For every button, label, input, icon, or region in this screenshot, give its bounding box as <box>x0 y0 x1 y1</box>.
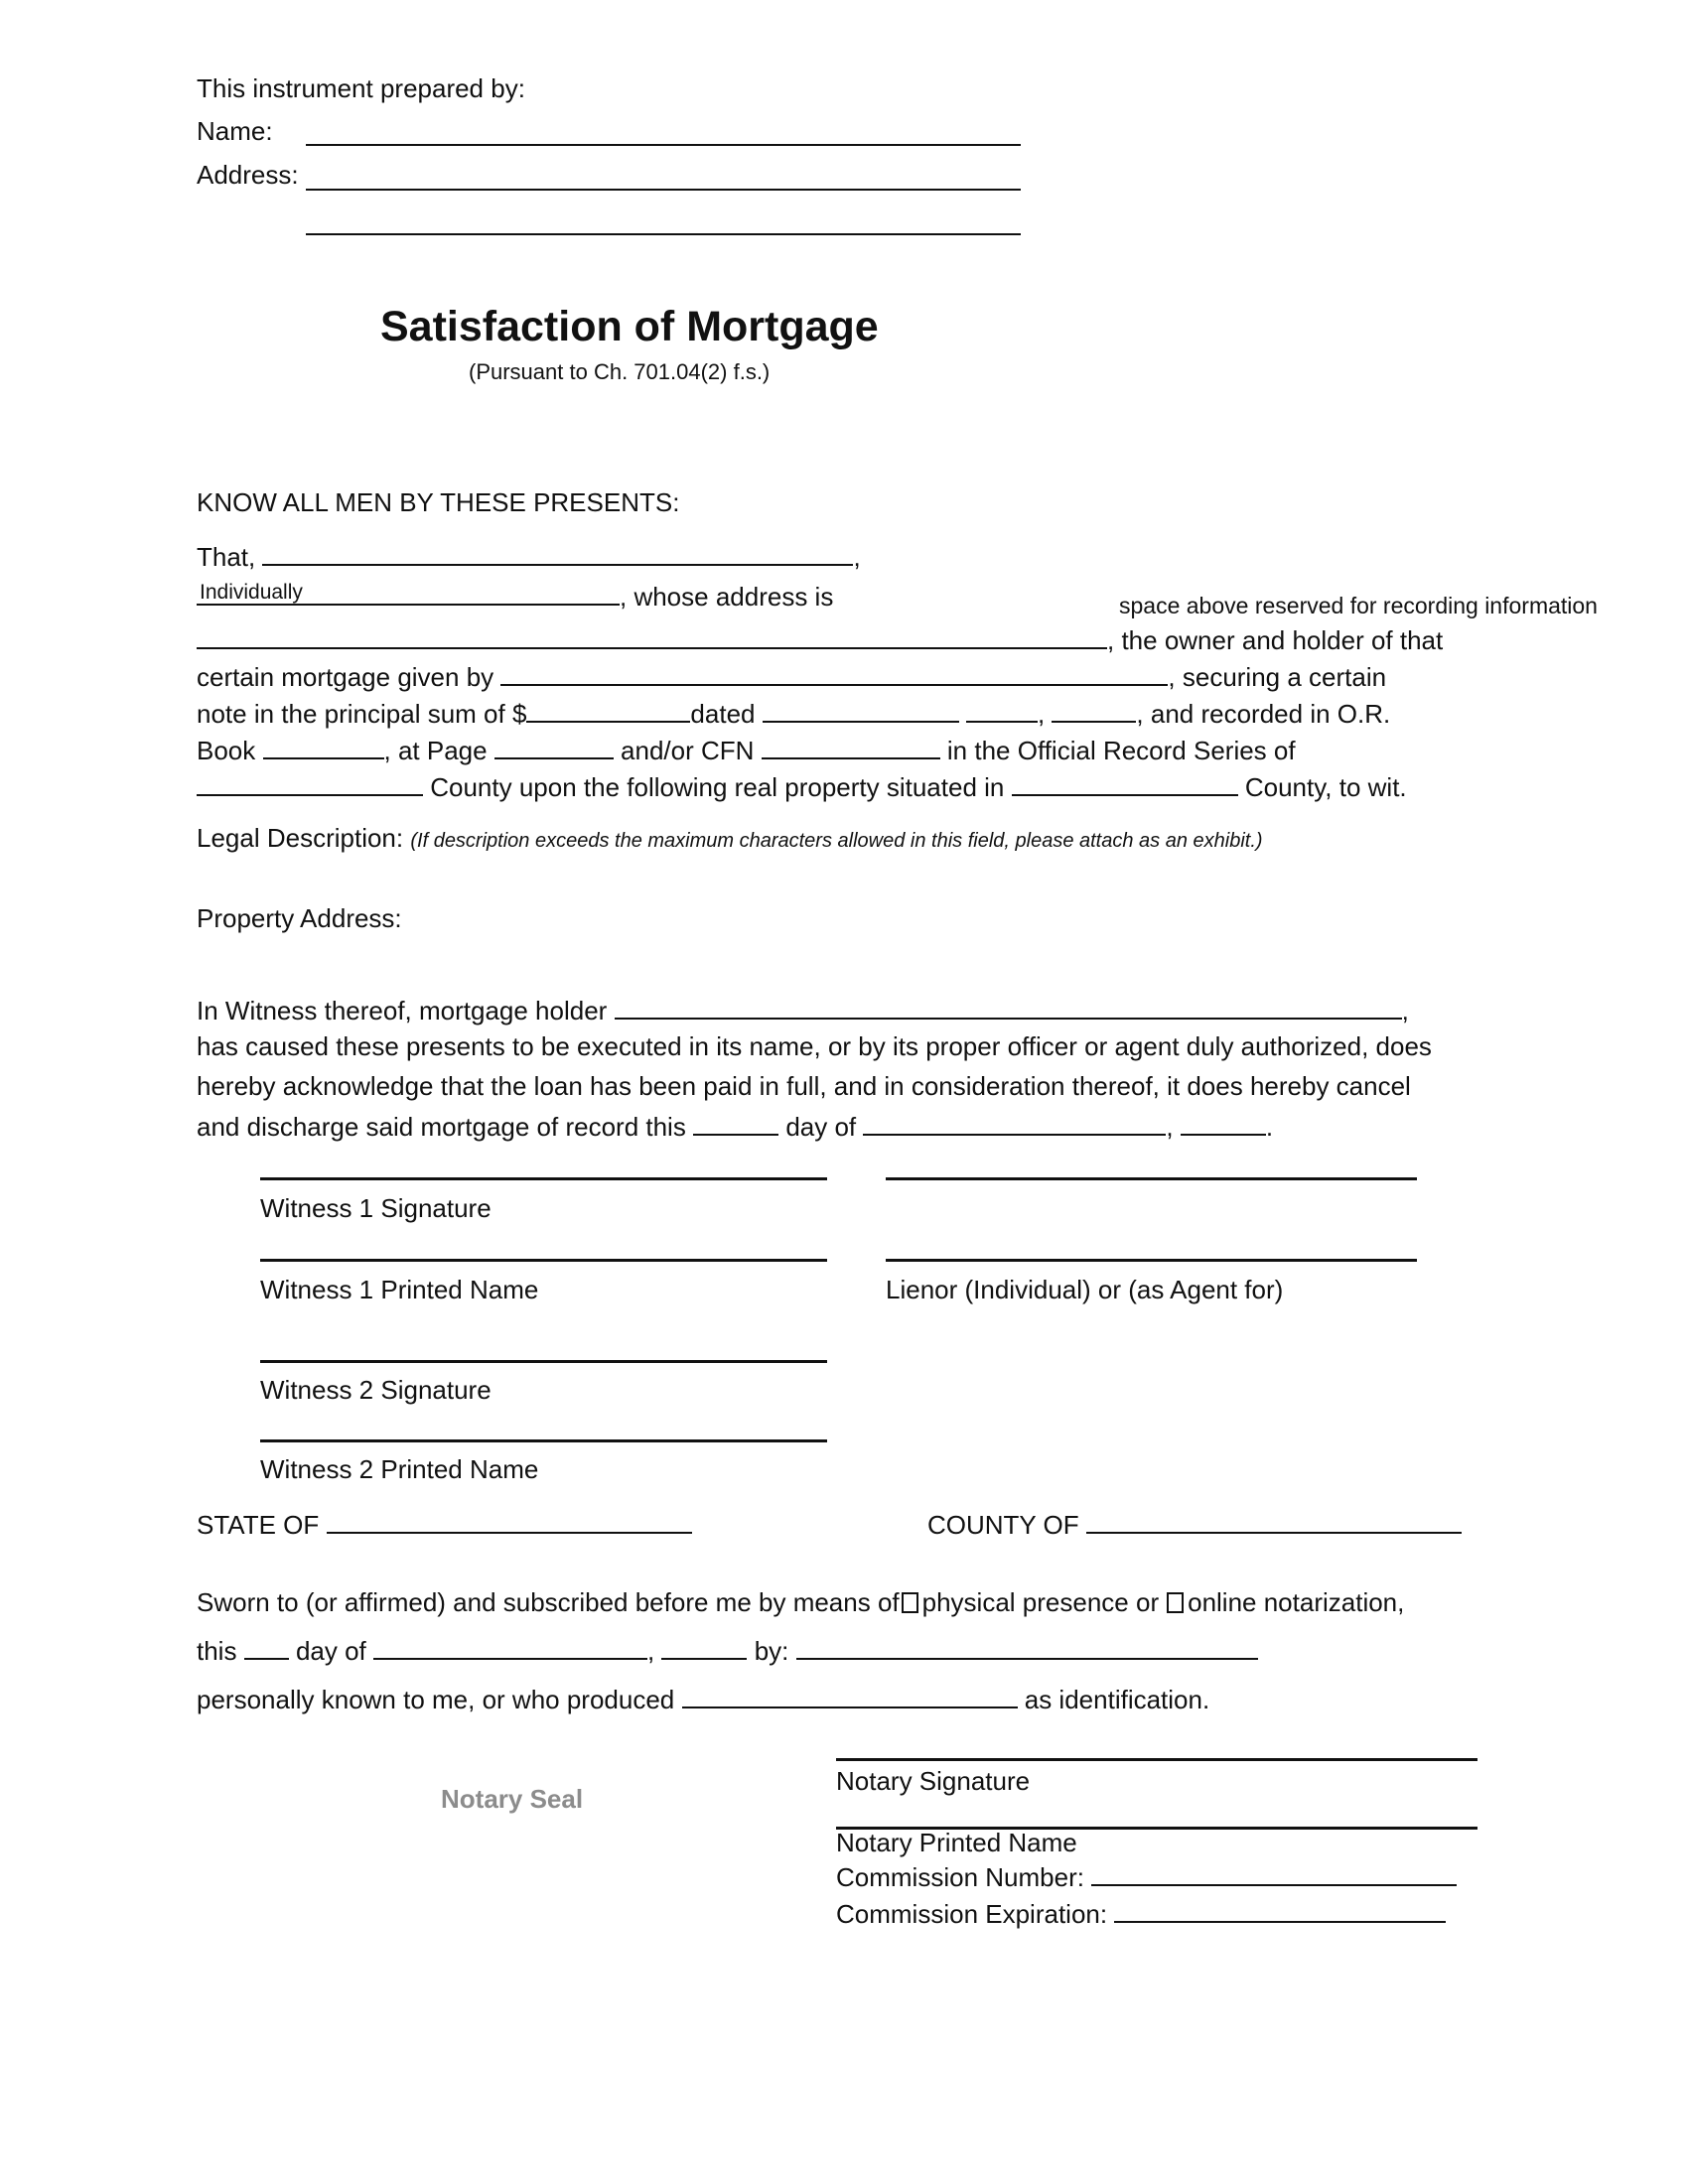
notary-printed-label: Notary Printed Name <box>836 1828 1077 1857</box>
mortgage-holder-field[interactable] <box>615 996 1402 1020</box>
legal-description-note: (If description exceeds the maximum characters allowed in this field, please attach as an exhibit.) <box>410 830 1263 852</box>
page-field[interactable] <box>494 736 614 759</box>
notary-month-field[interactable] <box>373 1636 647 1660</box>
book-label: Book <box>197 736 256 765</box>
identification-field[interactable] <box>682 1685 1018 1708</box>
book-field[interactable] <box>263 736 384 759</box>
witness1-signature-line[interactable] <box>260 1177 827 1180</box>
whose-address-text: , whose address is <box>620 582 834 612</box>
document-subtitle: (Pursuant to Ch. 701.04(2) f.s.) <box>469 359 771 384</box>
page-label: , at Page <box>383 736 488 765</box>
witness2-signature-line[interactable] <box>260 1360 827 1363</box>
discharge-month-field[interactable] <box>863 1112 1166 1136</box>
legal-description-label: Legal Description: <box>197 823 404 853</box>
sworn-text: Sworn to (or affirmed) and subscribed before me by means of <box>197 1587 900 1617</box>
mortgage-holder-text: In Witness thereof, mortgage holder <box>197 996 608 1025</box>
county-field[interactable] <box>1086 1510 1462 1534</box>
cfn-field[interactable] <box>762 736 940 759</box>
document-title: Satisfaction of Mortgage <box>380 303 879 350</box>
book-page-line <box>197 736 1296 763</box>
mortgagor-field[interactable] <box>500 662 1168 686</box>
dated-text: dated <box>690 699 756 729</box>
address-line <box>197 625 1443 653</box>
to-wit-text: County, to wit. <box>1244 772 1407 802</box>
lienor-address-field[interactable] <box>197 625 1107 649</box>
cfn-label: and/or CFN <box>621 736 755 765</box>
day-of-text: day of <box>785 1112 857 1142</box>
witness-clause-line-3: hereby acknowledge that the loan has been paid in full, and in consideration thereof, it does hereby cancel <box>197 1071 1411 1101</box>
witness-clause-line-1: In Witness thereof, mortgage holder , <box>197 996 1409 1025</box>
sworn-line <box>197 1589 1404 1615</box>
preparer-address-field-2[interactable] <box>306 233 1021 235</box>
legal-description-line <box>197 825 1263 851</box>
preparer-name-label: Name: <box>197 116 273 146</box>
state-of-label: STATE OF <box>197 1510 320 1540</box>
mortgage-given-text: certain mortgage given by <box>197 662 494 692</box>
this-text: this <box>197 1636 237 1666</box>
lienor-signature-line[interactable] <box>886 1177 1417 1180</box>
that-label: That, <box>197 542 256 572</box>
witness-clause-line-4: and discharge said mortgage of record this day of , . <box>197 1112 1274 1142</box>
commission-expiration-label: Commission Expiration: <box>836 1899 1108 1929</box>
commission-number-field[interactable] <box>1091 1862 1457 1886</box>
mortgage-given-line <box>197 662 1386 690</box>
discharge-year-field[interactable] <box>1181 1112 1266 1136</box>
county-of-line <box>927 1510 1462 1538</box>
capacity-line <box>197 580 833 610</box>
capacity-field[interactable] <box>197 580 620 606</box>
principal-text: note in the principal sum of $ <box>197 699 527 729</box>
state-of-line <box>197 1510 692 1538</box>
dated-day-field[interactable] <box>966 699 1038 723</box>
capacity-value: Individually <box>200 581 303 604</box>
notary-date-line: this day of , by: <box>197 1636 1258 1664</box>
preparer-address-label: Address: <box>197 160 299 190</box>
commission-number-label: Commission Number: <box>836 1862 1084 1892</box>
dated-month-day-field[interactable] <box>763 699 959 723</box>
county-line <box>197 772 1407 800</box>
witness1-printed-label: Witness 1 Printed Name <box>260 1275 539 1304</box>
owner-holder-text: , the owner and holder of that <box>1107 625 1444 655</box>
lienor-name-field[interactable] <box>262 542 853 566</box>
lienor-label: Lienor (Individual) or (as Agent for) <box>886 1275 1284 1304</box>
discharge-text: and discharge said mortgage of record this <box>197 1112 686 1142</box>
principal-amount-field[interactable] <box>526 699 690 723</box>
witness1-printed-line[interactable] <box>260 1259 827 1262</box>
prepared-by-heading: This instrument prepared by: <box>197 73 525 103</box>
notary-signature-label: Notary Signature <box>836 1766 1031 1796</box>
know-all-heading: KNOW ALL MEN BY THESE PRESENTS: <box>197 487 680 517</box>
witness2-signature-label: Witness 2 Signature <box>260 1375 492 1405</box>
recording-county-field[interactable] <box>197 772 423 796</box>
witness-clause-line-2: has caused these presents to be executed in its name, or by its proper officer or agent duly authorized, does <box>197 1031 1432 1061</box>
physical-presence-label: physical presence or <box>921 1587 1160 1617</box>
county-upon-text: County upon the following real property situated in <box>430 772 1005 802</box>
state-field[interactable] <box>327 1510 692 1534</box>
dated-year-field[interactable] <box>1052 699 1136 723</box>
discharge-day-field[interactable] <box>693 1112 778 1136</box>
official-record-text: in the Official Record Series of <box>946 736 1296 765</box>
notary-signature-line[interactable] <box>836 1758 1477 1761</box>
by-text: by: <box>754 1636 789 1666</box>
property-address-label: Property Address: <box>197 903 402 933</box>
lienor-printed-line[interactable] <box>886 1259 1417 1262</box>
preparer-name-field[interactable] <box>306 144 1021 146</box>
principal-line: note in the principal sum of $ dated , , and recorded in O.R. <box>197 699 1391 729</box>
notary-day-of-text: day of <box>295 1636 366 1666</box>
recording-space-note: space above reserved for recording information <box>1119 593 1598 618</box>
online-notarization-checkbox[interactable] <box>1167 1592 1184 1613</box>
commission-expiration-field[interactable] <box>1114 1899 1446 1923</box>
as-identification-text: as identification. <box>1024 1685 1210 1714</box>
commission-number-line <box>836 1862 1457 1890</box>
that-line: That, , <box>197 542 861 572</box>
property-county-field[interactable] <box>1012 772 1238 796</box>
county-of-label: COUNTY OF <box>927 1510 1079 1540</box>
physical-presence-checkbox[interactable] <box>902 1592 918 1613</box>
securing-text: , securing a certain <box>1168 662 1387 692</box>
recorded-in-text: , and recorded in O.R. <box>1136 699 1391 729</box>
witness1-signature-label: Witness 1 Signature <box>260 1193 492 1223</box>
preparer-address-field-1[interactable] <box>306 189 1021 191</box>
witness2-printed-label: Witness 2 Printed Name <box>260 1454 539 1484</box>
signer-name-field[interactable] <box>796 1636 1258 1660</box>
notary-year-field[interactable] <box>661 1636 747 1660</box>
commission-expiration-line <box>836 1899 1446 1927</box>
identification-line <box>197 1685 1209 1712</box>
witness2-printed-line[interactable] <box>260 1439 827 1442</box>
notary-day-field[interactable] <box>244 1636 289 1660</box>
notary-seal-label: Notary Seal <box>441 1784 584 1814</box>
online-notarization-label: online notarization, <box>1188 1587 1405 1617</box>
personally-known-text: personally known to me, or who produced <box>197 1685 675 1714</box>
